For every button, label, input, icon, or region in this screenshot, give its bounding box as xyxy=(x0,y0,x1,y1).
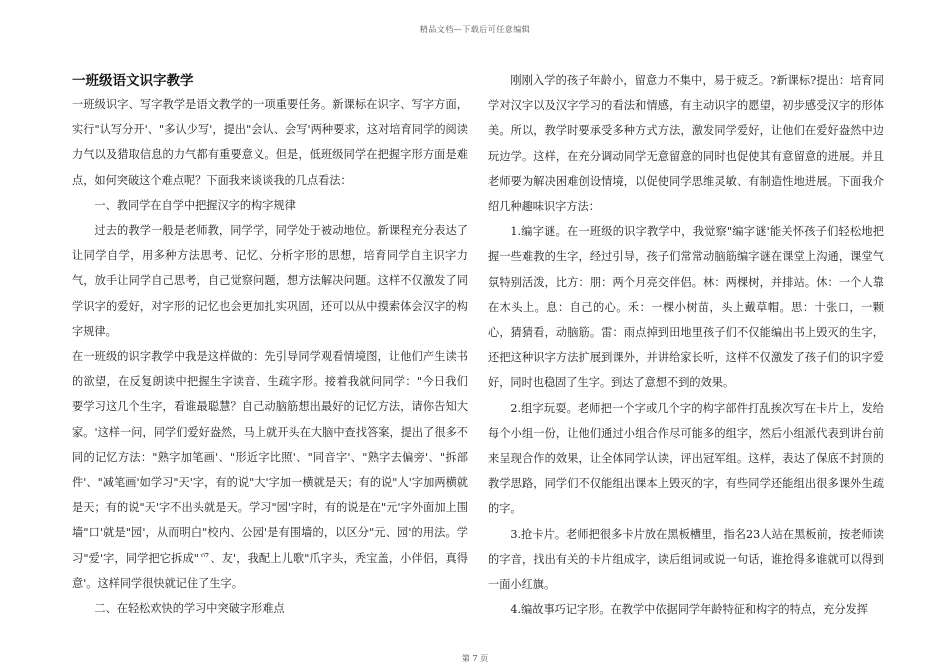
section-heading-2: 二、在轻松欢快的学习中突破字形难点 xyxy=(94,602,285,616)
list-item-method-4: 4.编故事巧记字形。在教学中依据同学年龄特征和构字的特点，充分发挥 xyxy=(510,603,868,617)
body-paragraph: 在一班级的识字教学中我是这样做的：先引导同学观看情境图，让他们产生读书的欲望，在反复朗读中把握生字读音、生疏字形。接着我就问同学："今日我们要学习这几个生字，看谁最聪慧？自己动脑筋想出最好的记忆方法，请你告知大家。'这样一问，同学们爱好盎然，马上就开头在大脑中查找答案，提出了很多不同的记忆方法："熟字加笔画'、"形近字比照'、"同音字'、"熟字去偏旁'、"拆部件'、"减笔画'如学习"天'字，有的说"大'字加一横就是天；有的说"人'字加两横就是天；有的说"天'字不出头就是天。学习"园'字时，有的说是在"元'字外面加上围墙"口'就是"园'，从而明白"校内、公园'是有围墙的，以区分"元、园'的用法。学习"爱'字，同学把它拆成"爫、友'，我配上儿歌"爪字头，秃宝盖，小伴侣，真得意'。这样同学很快就记住了生字。 xyxy=(72,350,468,590)
body-paragraph: 刚刚入学的孩子年龄小，留意力不集中，易于疲乏。?新课标?提出：培育同学对汉字以及汉字学习的看法和情感，有主动识字的愿望，初步感受汉字的形体美。所以，教学时要承受多种方式方法，激发同学爱好，让他们在爱好盎然中边玩边学。这样，在充分调动同学无意留意的同时也促使其有意留意的进展。并且老师要为解决困难创设情境，以促使同学思维灵敏、有制造性地进展。下面我介绍几种趣味识字方法： xyxy=(488,74,884,214)
list-item-method-1: 1.编字谜。在一班级的识字教学中，我觉察"编字谜'能关怀孩子们轻松地把握一些难教的生字，经过引导，孩子们常常动脑筋编字谜在课堂上沟通，课堂气氛特别活泼，比方：朋：两个月亮交伴侣。林：两棵树，并排站。休：一个人靠在木头上。息：自己的心。禾：一棵小树苗，头上戴草帽。思：十张口，一颗心，猜猜看，动脑筋。雷：雨点掉到田地里孩子们不仅能编出书上毁灭的生字，还把这种识字方法扩展到课外，并讲给家长听，这样不仅激发了孩子们的识字爱好，同时也稳固了生字。到达了意想不到的效果。 xyxy=(488,225,884,390)
body-paragraph: 过去的教学一般是老师教，同学学，同学处于被动地位。新课程充分表达了让同学自学，用多种方法思考、记忆、分析字形的思想，培育同学自主识字力气，放手让同学自己思考，自己觉察问题，想方法解决问题。这样不仅激发了同学识字的爱好，对字形的记忆也会更加扎实巩固，还可以从中摸索体会汉字的构字规律。 xyxy=(72,224,468,338)
page-number: 第 7 页 xyxy=(461,654,489,663)
list-item-method-2: 2.组字玩耍。老师把一个字或几个字的构字部件打乱挨次写在卡片上，发给每个小组一份，让他们通过小组合作尽可能多的组字，然后小组派代表到讲台前来呈现合作的效果，让全体同学认读，评出冠军组。这样，表达了保底不封顶的教学思路，同学们不仅能组出课本上毁灭的字，有些同学还能组出很多课外生疏的字。 xyxy=(488,401,884,516)
list-item-method-3: 3.抢卡片。老师把很多卡片放在黑板槽里，指名23人站在黑板前，按老师读的字音，找出有关的卡片组成字，读后组词或说一句话，谁抢得多谁就可以得到一面小红旗。 xyxy=(488,527,884,592)
intro-paragraph: 一班级识字、写字教学是语文教学的一项重要任务。新课标在识字、写字方面，实行"认写分开'、"多认少写'，提出"会认、会写'两种要求，这对培育同学的阅读力气以及猎取信息的力气都有重要意义。但是，低班级同学在把握字形方面是难点，如何突破这个难点呢？下面我来谈谈我的几点看法： xyxy=(72,98,468,187)
right-column xyxy=(488,68,884,622)
left-column xyxy=(72,70,468,621)
page-header: 精品文档—下载后可任意编辑 xyxy=(419,25,531,34)
document-title: 一班级语文识字教学 xyxy=(72,73,194,89)
left-column-body xyxy=(72,92,468,621)
section-heading-1: 一、教同学在自学中把握汉字的构字规律 xyxy=(94,198,296,212)
